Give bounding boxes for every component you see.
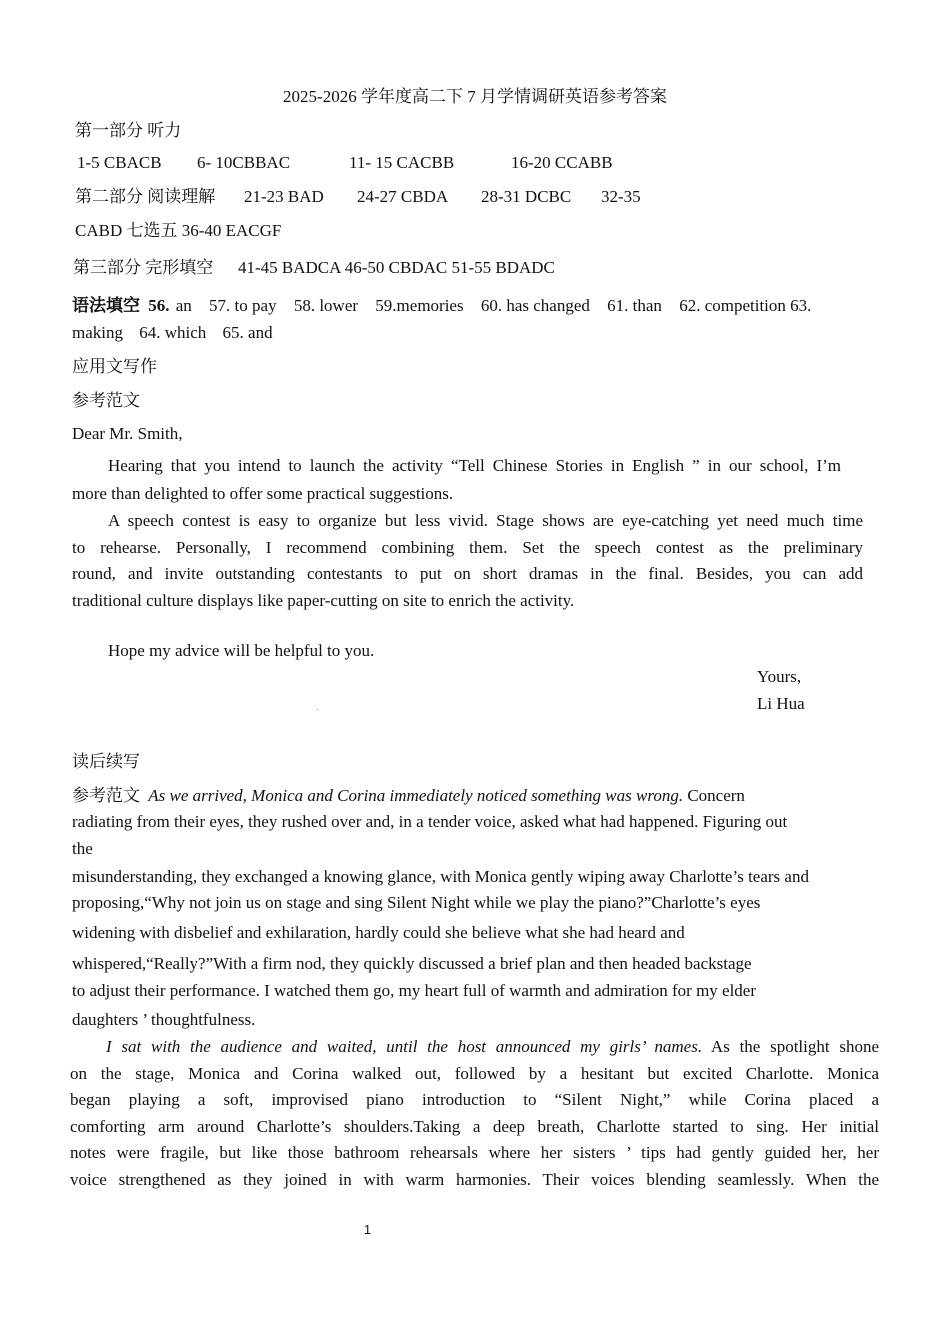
grammar-answer: 57. to pay — [209, 296, 277, 315]
part2-answers-line2: CABD 七选五 36-40 EACGF — [75, 221, 282, 240]
continuation-line1 — [72, 785, 745, 807]
letter-salutation: Dear Mr. Smith, — [72, 424, 183, 443]
continuation-p2-opening-sentence: I sat with the audience and waited, until the host announced my girls’ names. — [106, 1037, 703, 1056]
grammar-line-2 — [72, 322, 273, 344]
part2-answers-28-31: 28-31 DCBC — [481, 187, 572, 206]
letter-closing: Yours, — [757, 667, 802, 686]
continuation-text: radiating from their eyes, they rushed over and, in a tender voice, asked what had happened. Figuring out — [72, 812, 788, 831]
grammar-answer: 61. than — [607, 296, 662, 315]
letter-closing-remark: Hope my advice will be helpful to you. — [108, 641, 375, 660]
grammar-answer: 58. lower — [293, 296, 359, 315]
grammar-answer: 62. competition 63. — [679, 296, 812, 315]
continuation-text: widening with disbelief and exhilaration, hardly could she believe what she had heard and — [72, 923, 685, 942]
part1-heading: 第一部分 听力 — [75, 121, 182, 140]
part2-answers-32-35: 32-35 — [601, 187, 641, 206]
grammar-answer: 64. which — [139, 323, 207, 342]
part3-answers: 41-45 BADCA 46-50 CBDAC 51-55 BDADC — [238, 258, 555, 277]
page-title: 2025-2026 学年度高二下 7 月学情调研英语参考答案 — [283, 87, 667, 106]
letter-p2-line4: traditional culture displays like paper-cutting on site to enrich the activity. — [72, 591, 575, 610]
continuation-text: misunderstanding, they exchanged a knowing glance, with Monica gently wiping away Charlotte’s tears and — [72, 867, 809, 886]
continuation-text: on the stage, Monica and Corina walked out, followed by a hesitant but excited Charlotte. Monica — [70, 1064, 879, 1083]
continuation-text: the — [72, 839, 93, 858]
page-number: 1 — [363, 1222, 372, 1237]
part1-answers-11-15: 11- 15 CACBB — [349, 153, 455, 172]
continuation-text: began playing a soft, improvised piano introduction to “Silent Night,” while Corina placed a — [70, 1090, 879, 1109]
letter-p2-line2: to rehearse. Personally, I recommend combining them. Set the speech contest as the preliminary — [72, 538, 863, 557]
writing-sample-label: 参考范文 — [72, 391, 140, 410]
part2-heading: 第二部分 阅读理解 — [75, 187, 216, 206]
part2-answers-24-27: 24-27 CBDA — [357, 187, 449, 206]
grammar-first-number: 56. — [148, 296, 170, 315]
part1-answers-1-5: 1-5 CBACB — [77, 153, 162, 172]
part1-answers-6-10: 6- 10CBBAC — [197, 153, 291, 172]
part1-answers-16-20: 16-20 CCABB — [511, 153, 613, 172]
continuation-text: notes were fragile, but like those bathroom rehearsals where her sisters ’ tips had gently guided her, her — [70, 1143, 879, 1162]
grammar-answer: 65. and — [222, 323, 273, 342]
continuation-text: proposing,“Why not join us on stage and sing Silent Night while we play the piano?”Charlotte’s eyes — [72, 893, 761, 912]
continuation-text: Concern — [687, 786, 745, 805]
letter-p2-line3: round, and invite outstanding contestants to put on short dramas in the final. Besides, you can add — [72, 564, 863, 583]
grammar-answer: 59.memories — [375, 296, 464, 315]
grammar-answer: 60. has changed — [480, 296, 590, 315]
letter-p2-line1: A speech contest is easy to organize but less vivid. Stage shows are eye-catching yet need much time — [108, 511, 863, 530]
letter-signature: Li Hua — [757, 694, 805, 713]
letter-p1-line1: Hearing that you intend to launch the activity “Tell Chinese Stories in English ” in our school, I’m — [108, 456, 841, 475]
continuation-p2-line1 — [106, 1036, 879, 1058]
grammar-line-1 — [72, 295, 811, 317]
grammar-label: 语法填空 — [72, 296, 140, 315]
writing-heading: 应用文写作 — [72, 357, 157, 376]
continuation-text: daughters ’ thoughtfulness. — [72, 1010, 256, 1029]
continuation-opening-sentence: As we arrived, Monica and Corina immediately noticed something was wrong. — [148, 786, 684, 805]
letter-p1-line2: more than delighted to offer some practical suggestions. — [72, 484, 454, 503]
continuation-text: whispered,“Really?”With a firm nod, they quickly discussed a brief plan and then headed backstage — [72, 954, 752, 973]
grammar-answer: an — [175, 296, 192, 315]
grammar-answer: making — [72, 323, 123, 342]
continuation-sample-label: 参考范文 — [72, 786, 140, 805]
continuation-text: to adjust their performance. I watched them go, my heart full of warmth and admiration for my elder — [72, 981, 757, 1000]
part2-answers-21-23: 21-23 BAD — [244, 187, 324, 206]
continuation-heading: 读后续写 — [72, 752, 140, 771]
continuation-text: As the spotlight shone — [710, 1037, 880, 1056]
continuation-text: comforting arm around Charlotte’s shoulders.Taking a deep breath, Charlotte started to sing. Her initial — [70, 1117, 879, 1136]
continuation-text: voice strengthened as they joined in with warm harmonies. Their voices blending seamlessly. When the — [70, 1170, 879, 1189]
stray-mark: ˏ — [316, 700, 320, 711]
part3-heading: 第三部分 完形填空 — [73, 258, 214, 277]
